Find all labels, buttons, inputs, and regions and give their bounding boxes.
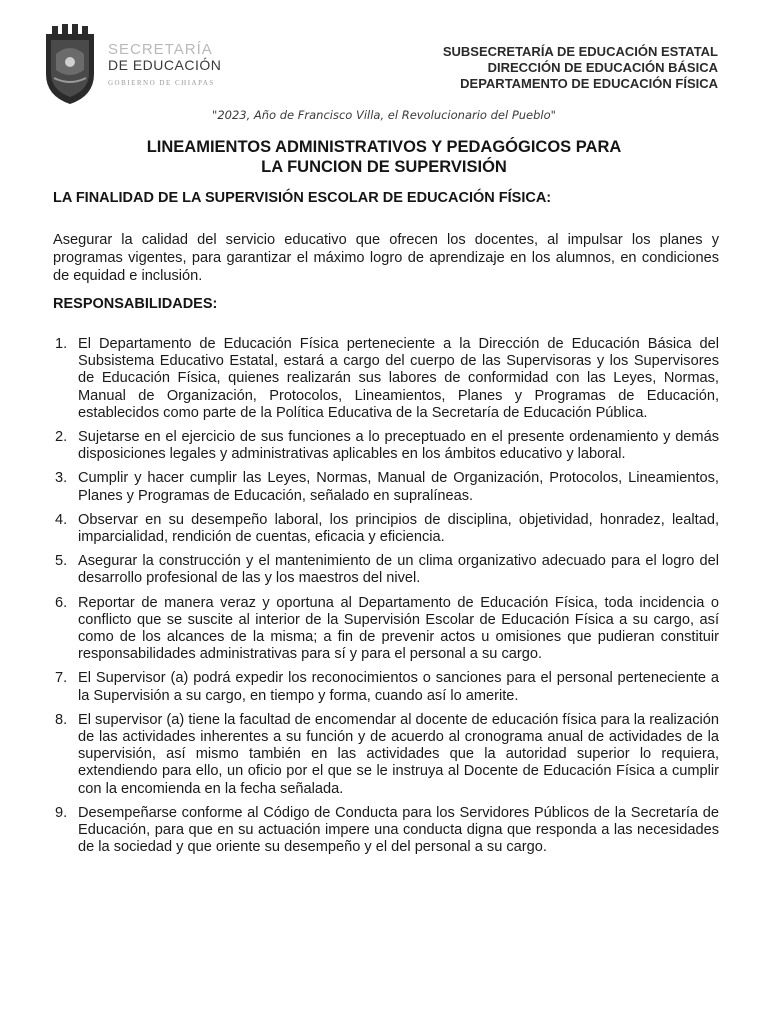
year-motto: "2023, Año de Francisco Villa, el Revolucionario del Pueblo" <box>212 108 556 122</box>
header-line-direccion: DIRECCIÓN DE EDUCACIÓN BÁSICA <box>487 60 718 75</box>
list-item-number: 1. <box>55 336 68 352</box>
list-item-text: Desempeñarse conforme al Código de Conducta para los Servidores Públicos de la Secretaría de Educación, para que en su actuación impere una conducta digna que responda a las necesidades de la sociedad y que oriente su desempeño y el del personal a su cargo. <box>78 804 719 856</box>
list-item-text: El Departamento de Educación Física perteneciente a la Dirección de Educación Básica del Subsistema Educativo Estatal, estará a cargo del cuerpo de las Supervisoras y los Supervisores de Educación Física, quienes realizarán sus labores de conformidad con las Leyes, Normas, Manual de Organización, Protocolos, Lineamientos, Planes y Programas de Educación, establecidos como parte de la Política Educativa de la Secretaría de Educación Pública. <box>78 336 719 421</box>
list-item <box>53 805 719 857</box>
list-item-text: El Supervisor (a) podrá expedir los reconocimientos o sanciones para el personal perteneciente a la Supervisión a su cargo, en tiempo y forma, cuando así lo amerite. <box>78 670 719 704</box>
logo-text-de-educacion: DE EDUCACIÓN <box>108 57 222 73</box>
list-item-number: 9. <box>55 804 68 821</box>
header-line-subsecretaria: SUBSECRETARÍA DE EDUCACIÓN ESTATAL <box>442 44 718 59</box>
list-item-text: Reportar de manera veraz y oportuna al Departamento de Educación Física, toda incidencia o conflicto que se suscite al interior de la Supervisión Escolar de Educación Física a su cargo, así como de los alcances de la misma; a fin de prevenir actos u omisiones que pudieran constituir responsabilidades administrativas para sí y para el personal a su cargo. <box>78 594 719 663</box>
institution-header <box>443 44 718 92</box>
list-item <box>53 553 719 587</box>
list-item <box>53 512 719 546</box>
list-item <box>53 595 719 664</box>
list-item-text: Asegurar la construcción y el mantenimiento de un clima organizativo adecuado para el logro del desarrollo profesional de las y los maestros del nivel. <box>78 553 719 587</box>
list-item <box>53 429 719 463</box>
chiapas-shield-icon <box>42 24 102 108</box>
list-item-number: 6. <box>55 594 68 611</box>
finalidad-heading: LA FINALIDAD DE LA SUPERVISIÓN ESCOLAR DE EDUCACIÓN FÍSICA: <box>53 190 552 206</box>
list-item-number: 7. <box>55 670 68 687</box>
list-item <box>53 712 719 798</box>
list-item <box>53 336 719 422</box>
list-item-number: 8. <box>55 711 68 728</box>
document-title <box>0 137 768 177</box>
list-item <box>53 670 719 704</box>
title-line-2: LA FUNCION DE SUPERVISIÓN <box>261 158 507 176</box>
title-line-1: LINEAMIENTOS ADMINISTRATIVOS Y PEDAGÓGICOS PARA <box>146 138 622 156</box>
list-item <box>53 470 719 504</box>
list-item-text: Cumplir y hacer cumplir las Leyes, Normas, Manual de Organización, Protocolos, Lineamientos, Planes y Programas de Educación, señalado en supralíneas. <box>78 470 719 504</box>
list-item-text: Observar en su desempeño laboral, los principios de disciplina, objetividad, honradez, lealtad, imparcialidad, rendición de cuentas, eficacia y eficiencia. <box>78 511 719 546</box>
list-item-text: Sujetarse en el ejercicio de sus funciones a lo preceptuado en el presente ordenamiento y demás disposiciones legales y administrativas aplicables en los ámbitos educativo y laboral. <box>78 429 719 463</box>
header-line-departamento: DEPARTAMENTO DE EDUCACIÓN FÍSICA <box>460 76 718 91</box>
list-item-number: 2. <box>55 429 68 446</box>
logo-text-secretaria: SECRETARÍA <box>108 41 213 58</box>
list-item-text: El supervisor (a) tiene la facultad de encomendar al docente de educación física para la realización de las actividades inherentes a su función y de acuerdo al cronograma anual de actividades de la supervisión, así mismo también en las actividades que la autoridad superior lo requiera, extendiendo para ello, un oficio por el que se le instruya al Docente de Educación Física a cumplir con la encomienda en la fecha señalada. <box>78 711 719 797</box>
list-item-number: 3. <box>55 470 68 487</box>
finalidad-paragraph: Asegurar la calidad del servicio educativo que ofrecen los docentes, al impulsar los planes y programas vigentes, para garantizar el máximo logro de aprendizaje en los alumnos, en condiciones de equidad e inclusión. <box>53 232 719 284</box>
responsabilidades-list <box>53 336 719 863</box>
secretaria-logo <box>42 24 242 108</box>
list-item-number: 4. <box>55 511 68 528</box>
responsabilidades-heading: RESPONSABILIDADES: <box>53 296 218 312</box>
logo-text-gobierno: GOBIERNO DE CHIAPAS <box>108 79 215 87</box>
list-item-number: 5. <box>55 553 68 570</box>
